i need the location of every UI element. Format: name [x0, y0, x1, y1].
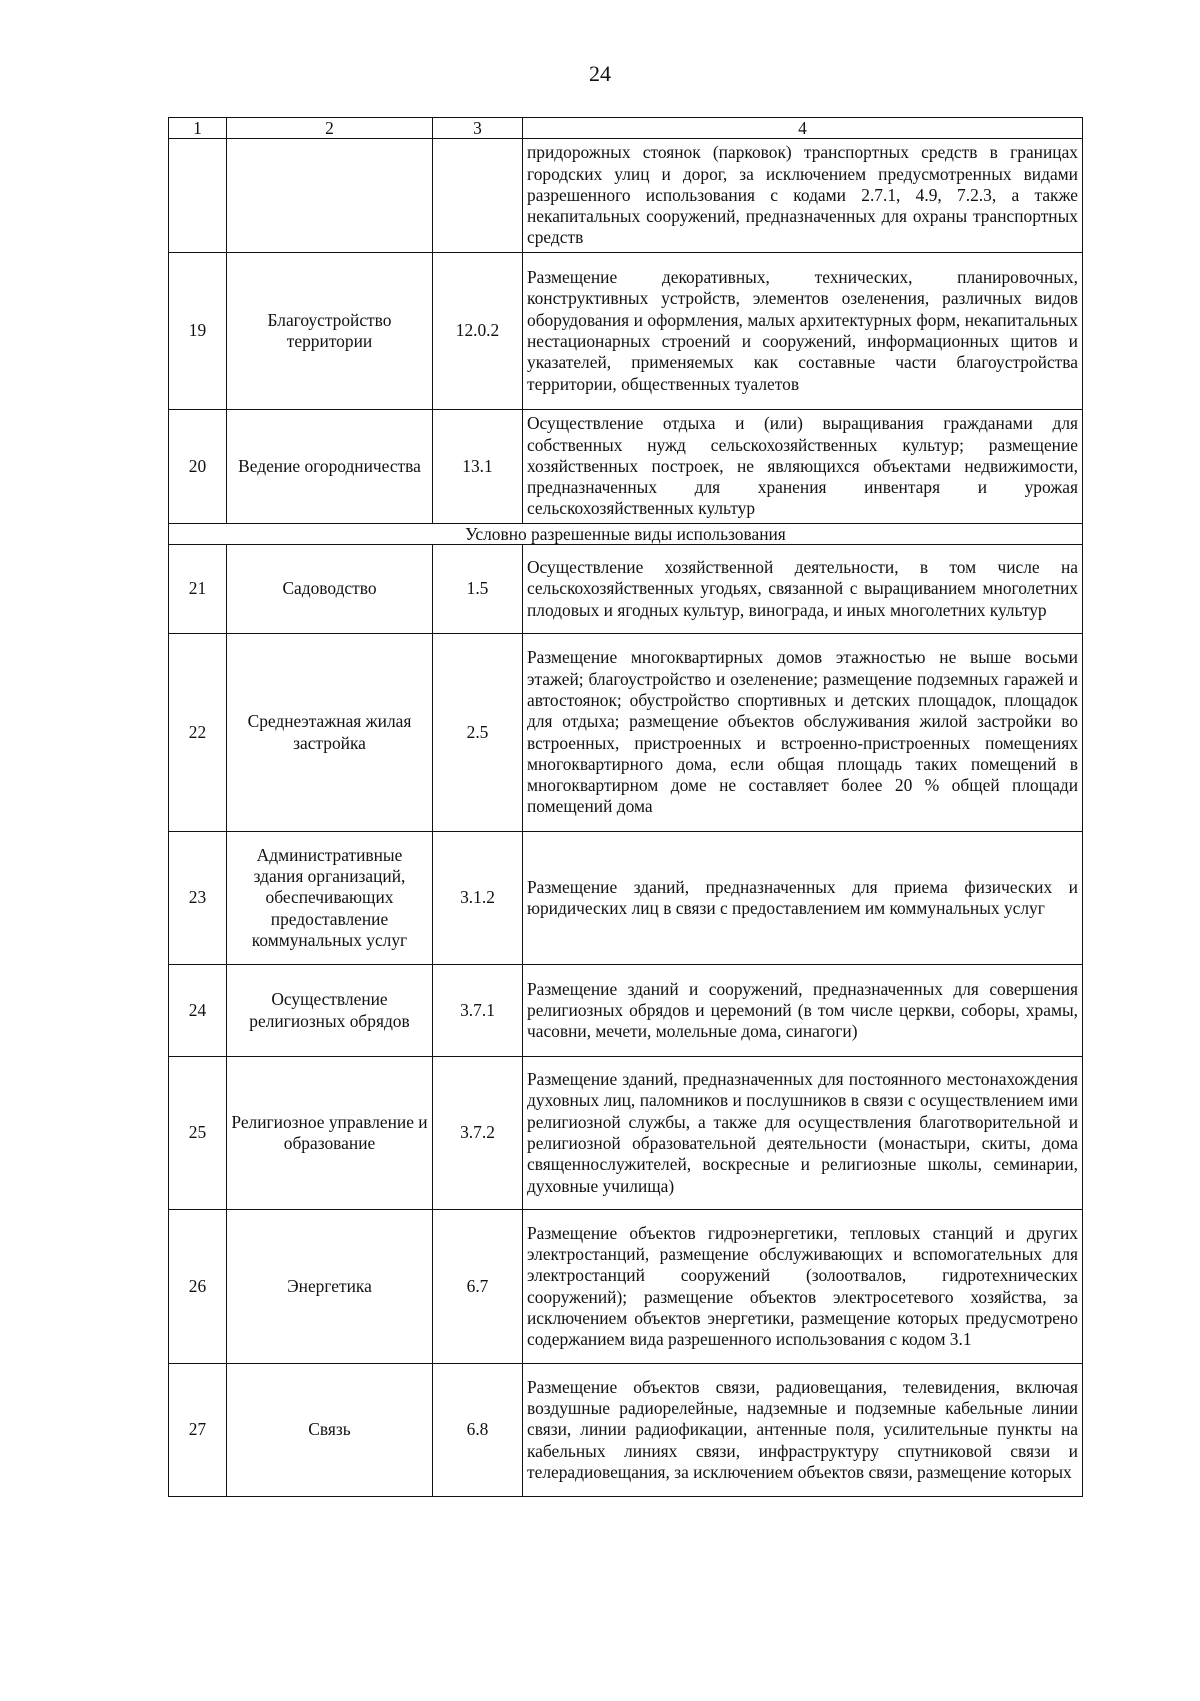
cell-name: Религиозное управление и образование [227, 1057, 433, 1210]
cell-name: Благоустройство территории [227, 253, 433, 410]
cell-code: 3.7.2 [433, 1057, 523, 1210]
cell-name [227, 139, 433, 253]
cell-num [169, 139, 227, 253]
table-row [169, 545, 1083, 634]
cell-name: Административные здания организаций, обеспечивающих предоставление коммунальных услуг [227, 832, 433, 965]
table-row [169, 410, 1083, 524]
table-row [169, 253, 1083, 410]
header-col-3: 3 [433, 118, 523, 139]
cell-code: 6.8 [433, 1364, 523, 1497]
cell-code: 6.7 [433, 1210, 523, 1364]
table-header-row [169, 118, 1083, 139]
table-row [169, 1057, 1083, 1210]
table-body-conditional [169, 545, 1083, 1497]
cell-code: 3.7.1 [433, 965, 523, 1057]
table-section [169, 524, 1083, 545]
cell-num: 25 [169, 1057, 227, 1210]
cell-description: Размещение объектов связи, радиовещания, телевидения, включая воздушные радиорелейные, надземные и подземные кабельные линии связи, линии радиофикации, антенные поля, усилительные пункты на кабельных линиях связи, инфраструктуру спутниковой связи и телерадиовещания, за исключением объектов связи, размещение которых [523, 1364, 1083, 1497]
cell-description: Размещение многоквартирных домов этажностью не выше восьми этажей; благоустройство и озеленение; размещение подземных гаражей и автостоянок; обустройство спортивных и детских площадок, площадок для отдыха; размещение объектов обслуживания жилой застройки во встроенных, пристроенных и встроенно-пристроенных помещениях многоквартирного дома, если общая площадь таких помещений в многоквартирном доме не составляет более 20 % общей площади помещений дома [523, 634, 1083, 832]
cell-description: Размещение зданий, предназначенных для приема физических и юридических лиц в связи с предоставлением им коммунальных услуг [523, 832, 1083, 965]
table-row [169, 965, 1083, 1057]
cell-code: 3.1.2 [433, 832, 523, 965]
cell-num: 20 [169, 410, 227, 524]
cell-name: Садоводство [227, 545, 433, 634]
cell-name: Среднеэтажная жилая застройка [227, 634, 433, 832]
header-col-2: 2 [227, 118, 433, 139]
table-row [169, 1364, 1083, 1497]
cell-num: 19 [169, 253, 227, 410]
cell-name: Ведение огородничества [227, 410, 433, 524]
cell-description: Размещение объектов гидроэнергетики, тепловых станций и других электростанций, размещение обслуживающих и вспомогательных для электростанций сооружений (золоотвалов, гидротехнических сооружений); размещение объектов электросетевого хозяйства, за исключением объектов энергетики, размещение которых предусмотрено содержанием вида разрешенного использования с кодом 3.1 [523, 1210, 1083, 1364]
cell-description: Осуществление хозяйственной деятельности, в том числе на сельскохозяйственных угодьях, связанной с выращиванием многолетних плодовых и ягодных культур, винограда, и иных многолетних культур [523, 545, 1083, 634]
cell-code: 12.0.2 [433, 253, 523, 410]
cell-num: 24 [169, 965, 227, 1057]
table-row [169, 1210, 1083, 1364]
cell-num: 21 [169, 545, 227, 634]
table-row [169, 634, 1083, 832]
page-number: 24 [589, 61, 611, 86]
header-col-1: 1 [169, 118, 227, 139]
cell-description: Размещение зданий и сооружений, предназначенных для совершения религиозных обрядов и церемоний (в том числе церкви, соборы, храмы, часовни, мечети, молельные дома, синагоги) [523, 965, 1083, 1057]
table-body-main [169, 139, 1083, 524]
cell-num: 23 [169, 832, 227, 965]
land-use-table [168, 117, 1083, 1497]
table-row [169, 832, 1083, 965]
cell-description: Размещение зданий, предназначенных для постоянного местонахождения духовных лиц, паломников и послушников в связи с осуществлением ими религиозной службы, а также для осуществления благотворительной и религиозной образовательной деятельности (монастыри, скиты, дома священнослужителей, воскресные и религиозные школы, семинарии, духовные училища) [523, 1057, 1083, 1210]
cell-description: Размещение декоративных, технических, планировочных, конструктивных устройств, элементов озеленения, различных видов оборудования и оформления, малых архитектурных форм, некапитальных нестационарных строений и сооружений, информационных щитов и указателей, применяемых как составные части благоустройства территории, общественных туалетов [523, 253, 1083, 410]
cell-code: 1.5 [433, 545, 523, 634]
cell-description: придорожных стоянок (парковок) транспортных средств в границах городских улиц и дорог, за исключением предусмотренных видами разрешенного использования с кодами 2.7.1, 4.9, 7.2.3, а также некапитальных сооружений, предназначенных для охраны транспортных средств [523, 139, 1083, 253]
section-title: Условно разрешенные виды использования [169, 524, 1083, 545]
cell-code: 13.1 [433, 410, 523, 524]
section-row [169, 524, 1083, 545]
cell-description: Осуществление отдыха и (или) выращивания гражданами для собственных нужд сельскохозяйственных культур; размещение хозяйственных построек, не являющихся объектами недвижимости, предназначенных для хранения инвентаря и урожая сельскохозяйственных культур [523, 410, 1083, 524]
cell-code: 2.5 [433, 634, 523, 832]
cell-num: 22 [169, 634, 227, 832]
cell-name: Энергетика [227, 1210, 433, 1364]
cell-name: Осуществление религиозных обрядов [227, 965, 433, 1057]
cell-num: 27 [169, 1364, 227, 1497]
header-col-4: 4 [523, 118, 1083, 139]
cell-code [433, 139, 523, 253]
cell-name: Связь [227, 1364, 433, 1497]
table-row-continuation [169, 139, 1083, 253]
cell-num: 26 [169, 1210, 227, 1364]
